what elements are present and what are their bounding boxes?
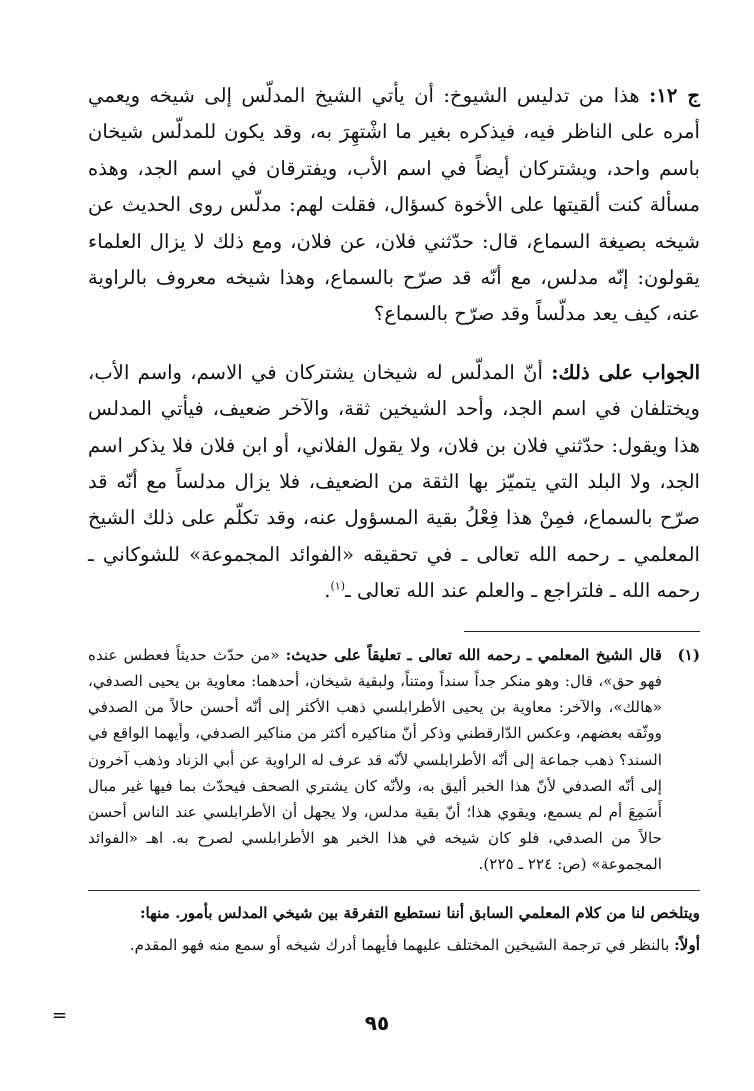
answer-paragraph: الجواب على ذلك: أنّ المدلّس له شيخان يشتركان في الاسم، واسم الأب، ويختلفان في اسم الجد، وأحد الشيخين ثقة، والآخر ضعيف، فيأتي المدلس هذا ويقول: حدّثني فلان بن فلان، ولا يقول الفلاني، أو ابن فلان فلا يذكر اسم الجد، ولا البلد التي يتميّز بها الثقة من الضعيف، فلا يزال مدلساً مع أنّه قد صرّح بالسماع، فمِنْ هذا فِعْلُ بقية المسؤول عنه، وقد تكلّم على ذلك الشيخ المعلمي ـ رحمه الله تعالى ـ في تحقيقه «الفوائد المجموعة» للشوكاني ـ رحمه الله ـ فلتراجع ـ والعلم عند الله تعالى ـ$^{(١)}$.	[88, 360, 701, 603]
continuation-mark: =	[52, 1005, 68, 1026]
footnote-text: «من حدّث حديثاً فعطس عنده فهو حق»، قال: وهو منكر جداً سنداً ومتناً، ولبقية شيخان، أحدهما: معاوية بن يحيى الصدفي، «هالك»، والآخر: معاوية بن يحيى الأطرابلسي ذهب الأكثر إلى أنّه أحسن حالاً من الصدفي ووثّقه بعضهم، وعكس الدّارقطني وذكر أنّ مناكيره أكثر من مناكير الصدفي، وأيهما الواقع في السند؟ ذهب جماعة إلى أنّه الأطرابلسي لأنّه قد عرف له الراوية عن أبي الزناد وذهب آخرون إلى أنّه الصدفي لأنّ هذا الخبر أليق به، ولأنّه كان يشتري الصحف فيحدّث بما فيها غير مبال أَسَمِعَ أم لم يسمع، ويقوي هذا؛ أنّ بقية مدلس، ولا يجهل أن الأطرابلسي عند الناس أحسن حالاً من الصدفي، فلو كان شيخه في هذا الخبر هو الأطرابلسي لصرح به. اهـ «الفوائد المجموعة» (ص: ٢٢٤ ـ ٢٢٥).	[88, 645, 662, 874]
question-label: ج ١٢:	[649, 84, 700, 107]
first-point-label: أولاً:	[674, 936, 700, 955]
question-paragraph	[88, 78, 700, 333]
footnote-reference[interactable]: (١)	[330, 579, 346, 593]
summary-paragraph: ويتلخص لنا من كلام المعلمي السابق أننا نستطيع التفرقة بين شيخي المدلس بأمور. منها:	[139, 903, 700, 922]
answer-text: أنّ المدلّس له شيخان يشتركان في الاسم، واسم الأب، ويختلفان في اسم الجد، وأحد الشيخين ثقة، والآخر ضعيف، فيأتي المدلس هذا ويقول: حدّثني فلان بن فلان، ولا يقول الفلاني، أو ابن فلان فلا يذكر اسم الجد، ولا البلد التي يتميّز بها الثقة من الضعيف، فلا يزال مدلساً مع أنّه قد صرّح بالسماع، فمِنْ هذا فِعْلُ بقية المسؤول عنه، وقد تكلّم على ذلك الشيخ المعلمي ـ رحمه الله تعالى ـ في تحقيقه «الفوائد المجموعة» للشوكاني ـ رحمه الله ـ فلتراجع ـ والعلم عند الله تعالى ـ	[88, 360, 700, 603]
footnote-divider	[464, 631, 700, 632]
footnote	[88, 642, 700, 878]
footnote-body	[88, 642, 662, 878]
page-body	[88, 78, 700, 958]
answer-label: الجواب على ذلك:	[551, 360, 701, 384]
first-point-paragraph	[88, 933, 700, 958]
footnote-number: (١)	[677, 645, 700, 664]
first-point-text: بالنظر في ترجمة الشيخين المختلف عليهما فأيهما أدرك شيخه أو سمع منه فهو المقدم.	[129, 936, 670, 955]
footnote-lead: قال الشيخ المعلمي ـ رحمه الله تعالى ـ تعليقاً على حديث:	[285, 645, 663, 664]
page-number: ٩٥	[364, 1011, 390, 1035]
section-separator	[88, 890, 700, 891]
question-text: هذا من تدليس الشيوخ: أن يأتي الشيخ المدلّس إلى شيخه ويعمي أمره على الناظر فيه، فيذكره بغير ما اشْتهِرَ به، وقد يكون للمدلّس شيخان باسم واحد، ويشتركان أيضاً في اسم الأب، ويفترقان في اسم الجد، وهذه مسألة كنت ألقيتها على الأخوة كسؤال، فقلت لهم: مدلّس روى الحديث عن شيخه بصيغة السماع، قال: حدّثني فلان، عن فلان، ومع ذلك لا يزال العلماء يقولون: إنّه مدلس، مع أنّه قد صرّح بالسماع، وهذا شيخه معروف بالراوية عنه، كيف يعد مدلّساً وقد صرّح بالسماع؟	[88, 84, 700, 326]
